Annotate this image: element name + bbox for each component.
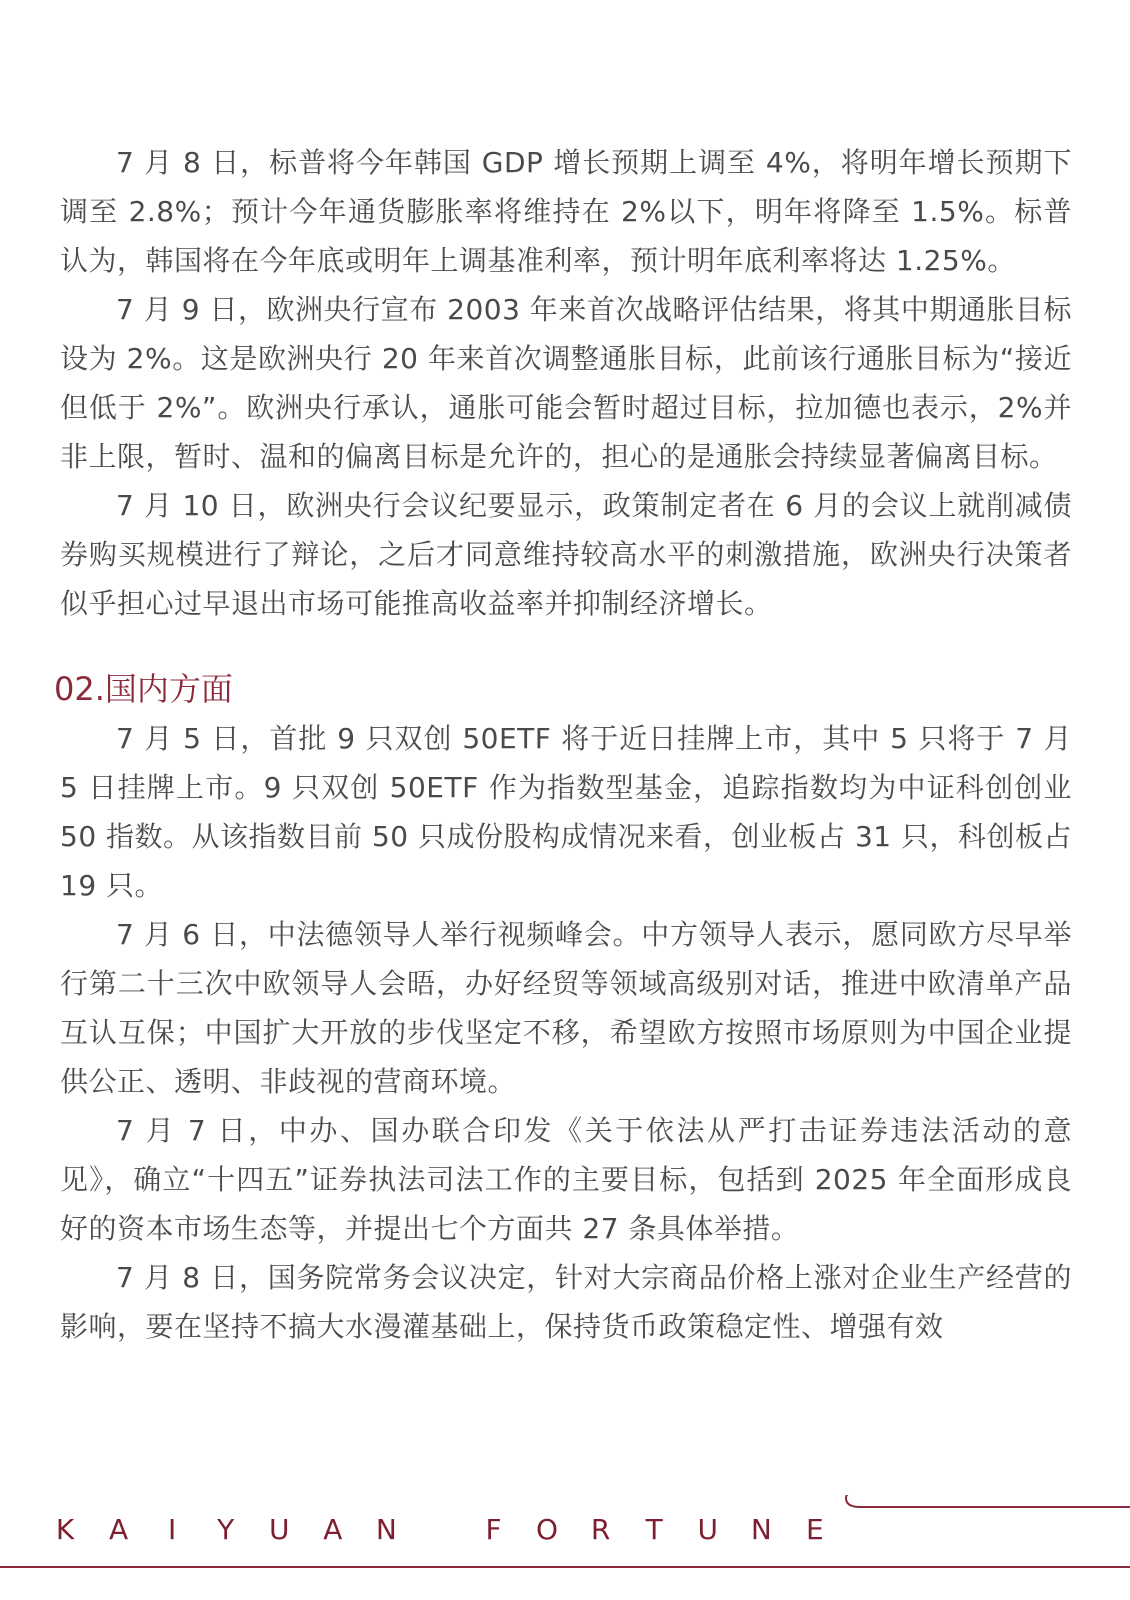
brand-letter: N <box>750 1513 772 1546</box>
brand-letter: O <box>536 1513 559 1546</box>
paragraph: 7 月 8 日，标普将今年韩国 GDP 增长预期上调至 4%，将明年增长预期下调至 2.8%；预计今年通货膨胀率将维持在 2%以下，明年将降至 1.5%。标普认为，韩国将在今年底或明年上调基准利率，预计明年底利率将达 1.25%。 <box>60 146 1072 277</box>
brand-letter: A <box>108 1513 129 1546</box>
paragraph: 7 月 6 日，中法德领导人举行视频峰会。中方领导人表示，愿同欧方尽早举行第二十三次中欧领导人会晤，办好经贸等领域高级别对话，推进中欧清单产品互认互保；中国扩大开放的步伐坚定不移，希望欧方按照市场原则为中国企业提供公正、透明、非歧视的营商环境。 <box>60 918 1072 1098</box>
article-body <box>54 138 1072 1351</box>
brand-letter: Y <box>217 1513 235 1546</box>
brand-letter: K <box>55 1513 75 1546</box>
brand-letter: A <box>323 1513 343 1546</box>
brand-letter <box>425 1513 455 1546</box>
brand-letter: F <box>485 1513 502 1546</box>
brand-letter: R <box>590 1513 611 1546</box>
paragraph: 7 月 10 日，欧洲央行会议纪要显示，政策制定者在 6 月的会议上就削减债券购买规模进行了辩论，之后才同意维持较高水平的刺激措施，欧洲央行决策者似乎担心过早退出市场可能推高收益率并抑制经济增长。 <box>60 489 1072 620</box>
footer-decoration <box>0 1495 1130 1600</box>
brand-wordmark <box>50 1513 830 1546</box>
page-footer <box>0 1495 1130 1600</box>
brand-letter: U <box>269 1513 290 1546</box>
brand-letter: E <box>806 1513 824 1546</box>
paragraph: 7 月 9 日，欧洲央行宣布 2003 年来首次战略评估结果，将其中期通胀目标设为 2%。这是欧洲央行 20 年来首次调整通胀目标，此前该行通胀目标为“接近但低于 2%”。欧洲央行承认，通胀可能会暂时超过目标，拉加德也表示，2%并非上限，暂时、温和的偏离目标是允许的，担心的是通胀会持续显著偏离目标。 <box>60 293 1072 473</box>
section-heading: 02.国内方面 <box>54 670 233 708</box>
brand-letter: T <box>645 1513 663 1546</box>
brand-letter: I <box>167 1513 177 1546</box>
brand-letter: N <box>375 1513 397 1546</box>
paragraph: 7 月 8 日，国务院常务会议决定，针对大宗商品价格上涨对企业生产经营的影响，要在坚持不搞大水漫灌基础上，保持货币政策稳定性、增强有效 <box>60 1261 1072 1343</box>
brand-letter: U <box>697 1513 718 1546</box>
paragraph: 7 月 5 日，首批 9 只双创 50ETF 将于近日挂牌上市，其中 5 只将于 7 月 5 日挂牌上市。9 只双创 50ETF 作为指数型基金，追踪指数均为中证科创创业 50 指数。从该指数目前 50 只成份股构成情况来看，创业板占 31 只，科创板占 19 只。 <box>60 722 1072 902</box>
paragraph: 7 月 7 日，中办、国办联合印发《关于依法从严打击证券违法活动的意见》，确立“十四五”证券执法司法工作的主要目标，包括到 2025 年全面形成良好的资本市场生态等，并提出七个方面共 27 条具体举措。 <box>60 1114 1072 1245</box>
